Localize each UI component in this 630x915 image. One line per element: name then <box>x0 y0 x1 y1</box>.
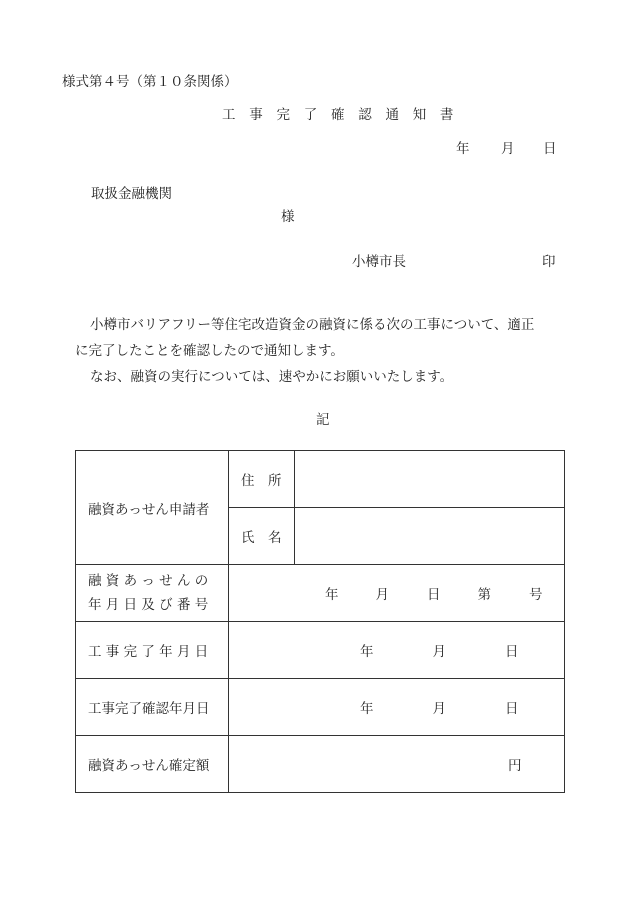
body-para-1-line-2: に完了したことを確認したので通知します。 <box>75 343 344 359</box>
applicant-label: 融資あっせん申請者 <box>76 451 229 565</box>
table-row <box>76 679 565 736</box>
seal-mark: 印 <box>542 254 556 270</box>
document-title: 工 事 完 了 確 認 通 知 書 <box>222 107 459 123</box>
addressee-institution: 取扱金融機関 <box>91 186 172 202</box>
table-row <box>76 736 565 793</box>
confirm-label: 工事完了確認年月日 <box>76 679 229 736</box>
form-number: 様式第４号（第１０条関係） <box>62 74 238 90</box>
loan-date-label-line-1: 融 資 あ っ せ ん の <box>88 573 209 589</box>
table-row <box>76 622 565 679</box>
loan-year: 年 <box>325 587 339 603</box>
amount-unit: 円 <box>508 758 522 774</box>
completion-value <box>229 622 565 679</box>
loan-month: 月 <box>375 587 389 603</box>
loan-date-value-row <box>229 583 564 603</box>
addressee-honorific: 様 <box>281 209 295 225</box>
body-para-2: なお、融資の実行については、速やかにお願いいたします。 <box>90 369 454 385</box>
amount-value-row <box>229 754 564 774</box>
body-para-1-line-1: 小樽市バリアフリー等住宅改造資金の融資に係る次の工事について、適正 <box>90 317 535 333</box>
body-text <box>75 312 580 390</box>
loan-go: 号 <box>529 587 543 603</box>
date-year: 年 <box>456 141 470 157</box>
address-label: 住 所 <box>229 451 295 508</box>
completion-year: 年 <box>360 644 374 660</box>
confirm-day: 日 <box>505 701 519 717</box>
completion-label: 工 事 完 了 年 月 日 <box>76 622 229 679</box>
completion-day: 日 <box>505 644 519 660</box>
loan-date-label <box>76 565 229 622</box>
date-day: 日 <box>543 141 557 157</box>
confirmation-table <box>75 450 565 793</box>
amount-label: 融資あっせん確定額 <box>76 736 229 793</box>
table-row <box>76 565 565 622</box>
ki-label: 記 <box>316 412 330 428</box>
completion-value-row <box>229 640 564 660</box>
confirm-year: 年 <box>360 701 374 717</box>
loan-day: 日 <box>427 587 441 603</box>
loan-dai: 第 <box>477 587 491 603</box>
amount-value <box>229 736 565 793</box>
loan-date-value <box>229 565 565 622</box>
name-value <box>295 508 565 565</box>
completion-month: 月 <box>432 644 446 660</box>
address-value <box>295 451 565 508</box>
loan-date-label-line-2: 年 月 日 及 び 番 号 <box>88 597 209 613</box>
table-row <box>76 451 565 508</box>
sender-name: 小樽市長 <box>352 254 406 270</box>
confirm-value-row <box>229 697 564 717</box>
name-label: 氏 名 <box>229 508 295 565</box>
confirm-value <box>229 679 565 736</box>
date-month: 月 <box>501 141 515 157</box>
confirm-month: 月 <box>432 701 446 717</box>
